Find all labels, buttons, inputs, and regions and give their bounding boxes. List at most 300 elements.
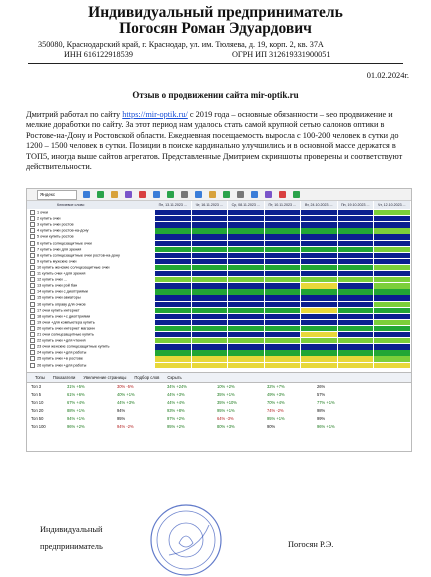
toolbar-tool-icon[interactable] xyxy=(279,191,286,198)
position-cell[interactable] xyxy=(374,320,410,325)
position-cell[interactable] xyxy=(228,241,264,246)
stat-row-label: Топ 3 xyxy=(31,384,42,389)
stat-value: 95% xyxy=(117,416,126,421)
position-cell[interactable] xyxy=(155,295,191,300)
position-cell[interactable] xyxy=(301,210,337,215)
toolbar-tool-icon[interactable] xyxy=(265,191,272,198)
position-cell[interactable] xyxy=(374,302,410,307)
position-cell[interactable] xyxy=(155,253,191,258)
row-number: 20 xyxy=(37,326,43,331)
position-cell[interactable] xyxy=(374,253,410,258)
position-cell[interactable] xyxy=(155,247,191,252)
position-cell[interactable] xyxy=(301,277,337,282)
keyword-row[interactable] xyxy=(27,320,155,326)
position-cell[interactable] xyxy=(301,241,337,246)
position-cell[interactable] xyxy=(265,344,301,349)
keyword-row[interactable] xyxy=(27,295,155,301)
position-cell[interactable] xyxy=(301,271,337,276)
position-cell[interactable] xyxy=(265,283,301,288)
position-cell[interactable] xyxy=(192,283,228,288)
row-checkbox[interactable] xyxy=(30,222,35,227)
keyword-row[interactable] xyxy=(27,356,155,362)
position-cell[interactable] xyxy=(265,326,301,331)
position-cell[interactable] xyxy=(192,344,228,349)
position-cell[interactable] xyxy=(192,326,228,331)
position-cell[interactable] xyxy=(301,259,337,264)
stat-value: 98% xyxy=(317,408,326,413)
signature-label-1: Индивидуальный xyxy=(40,525,103,534)
position-cell[interactable] xyxy=(338,259,374,264)
engine-select[interactable]: Яндекс xyxy=(37,190,77,200)
position-cell[interactable] xyxy=(374,350,410,355)
row-checkbox[interactable] xyxy=(30,271,35,276)
position-cell[interactable] xyxy=(192,314,228,319)
position-cell[interactable] xyxy=(265,216,301,221)
position-cell[interactable] xyxy=(338,253,374,258)
position-cell[interactable] xyxy=(265,253,301,258)
position-cell[interactable] xyxy=(228,338,264,343)
keyword-row[interactable] xyxy=(27,308,155,314)
position-cell[interactable] xyxy=(265,314,301,319)
position-cell[interactable] xyxy=(374,241,410,246)
row-checkbox[interactable] xyxy=(30,363,35,368)
keyword-row[interactable] xyxy=(27,326,155,332)
company-stamp xyxy=(149,503,223,577)
position-cell[interactable] xyxy=(301,350,337,355)
row-number: 7 xyxy=(37,247,41,252)
toolbar-tool-icon[interactable] xyxy=(125,191,132,198)
stat-value: 94% xyxy=(117,408,126,413)
position-cell[interactable] xyxy=(265,241,301,246)
position-cell[interactable] xyxy=(192,265,228,270)
keyword-row[interactable] xyxy=(27,344,155,350)
position-cell[interactable] xyxy=(338,265,374,270)
position-cell[interactable] xyxy=(374,277,410,282)
toolbar-tool-icon[interactable] xyxy=(293,191,300,198)
toolbar-tool-icon[interactable] xyxy=(153,191,160,198)
position-cell[interactable] xyxy=(301,314,337,319)
position-cell[interactable] xyxy=(228,302,264,307)
position-cell[interactable] xyxy=(338,271,374,276)
position-cell[interactable] xyxy=(155,332,191,337)
position-cell[interactable] xyxy=(338,295,374,300)
position-cell[interactable] xyxy=(338,289,374,294)
position-cell[interactable] xyxy=(301,289,337,294)
position-cell[interactable] xyxy=(265,320,301,325)
position-cell[interactable] xyxy=(301,308,337,313)
position-cell[interactable] xyxy=(338,350,374,355)
date-column-header[interactable]: Чт, 12.10.2023 ... xyxy=(374,201,410,209)
position-cell[interactable] xyxy=(265,289,301,294)
row-checkbox[interactable] xyxy=(30,283,35,288)
row-checkbox[interactable] xyxy=(30,259,35,264)
position-cell[interactable] xyxy=(374,363,410,368)
position-cell[interactable] xyxy=(192,356,228,361)
position-cell[interactable] xyxy=(374,332,410,337)
position-cell[interactable] xyxy=(374,228,410,233)
position-cell[interactable] xyxy=(228,283,264,288)
position-cell[interactable] xyxy=(374,283,410,288)
stat-value: 44% +3% xyxy=(117,400,135,405)
toolbar-tool-icon[interactable] xyxy=(83,191,90,198)
position-cell[interactable] xyxy=(192,295,228,300)
keyword-row[interactable] xyxy=(27,234,155,240)
row-number: 26 xyxy=(37,363,43,367)
position-cell[interactable] xyxy=(228,314,264,319)
position-cell[interactable] xyxy=(374,308,410,313)
position-cell[interactable] xyxy=(228,234,264,239)
position-cell[interactable] xyxy=(265,302,301,307)
position-cell[interactable] xyxy=(155,271,191,276)
position-cell[interactable] xyxy=(228,363,264,368)
position-cell[interactable] xyxy=(301,216,337,221)
position-cell[interactable] xyxy=(228,210,264,215)
position-cell[interactable] xyxy=(228,295,264,300)
position-cell[interactable] xyxy=(228,222,264,227)
site-link[interactable]: https://mir-optik.ru/ xyxy=(122,110,188,119)
position-cell[interactable] xyxy=(338,216,374,221)
position-cell[interactable] xyxy=(228,289,264,294)
position-cell[interactable] xyxy=(155,210,191,215)
position-cell[interactable] xyxy=(338,210,374,215)
position-cell[interactable] xyxy=(265,234,301,239)
row-number: 16 xyxy=(37,302,43,306)
row-checkbox[interactable] xyxy=(30,356,35,361)
position-cell[interactable] xyxy=(228,332,264,337)
position-cell[interactable] xyxy=(338,326,374,331)
position-cell[interactable] xyxy=(155,216,191,221)
toolbar-tool-icon[interactable] xyxy=(209,191,216,198)
position-cell[interactable] xyxy=(155,228,191,233)
stat-value: 26% xyxy=(317,384,326,389)
position-cell[interactable] xyxy=(301,332,337,337)
keyword-text: очки купить интернет xyxy=(42,308,80,313)
position-cell[interactable] xyxy=(228,228,264,233)
position-cell[interactable] xyxy=(374,295,410,300)
position-cell[interactable] xyxy=(338,338,374,343)
position-cell[interactable] xyxy=(155,259,191,264)
toolbar-tool-icon[interactable] xyxy=(111,191,118,198)
stat-value: 57% xyxy=(317,392,326,397)
row-checkbox[interactable] xyxy=(30,265,35,270)
position-cell[interactable] xyxy=(265,265,301,270)
position-cell[interactable] xyxy=(155,289,191,294)
position-cell[interactable] xyxy=(338,308,374,313)
position-cell[interactable] xyxy=(301,363,337,368)
position-cell[interactable] xyxy=(265,228,301,233)
position-cell[interactable] xyxy=(374,216,410,221)
toolbar-tool-icon[interactable] xyxy=(167,191,174,198)
keyword-text: купить очки +для зрения xyxy=(42,271,86,276)
position-cell[interactable] xyxy=(155,302,191,307)
position-cell[interactable] xyxy=(192,253,228,258)
position-cell[interactable] xyxy=(265,247,301,252)
row-checkbox[interactable] xyxy=(30,295,35,300)
position-cell[interactable] xyxy=(228,265,264,270)
position-cell[interactable] xyxy=(155,314,191,319)
row-checkbox[interactable] xyxy=(30,277,35,282)
keyword-row[interactable] xyxy=(27,247,155,253)
position-cell[interactable] xyxy=(192,308,228,313)
keyword-text: купить очки рэй бан xyxy=(42,283,78,288)
position-cell[interactable] xyxy=(374,259,410,264)
toolbar-tool-icon[interactable] xyxy=(181,191,188,198)
toolbar-tool-icon[interactable] xyxy=(237,191,244,198)
position-cell[interactable] xyxy=(338,302,374,307)
summary-tab[interactable]: Подбор слов xyxy=(134,375,160,380)
position-cell[interactable] xyxy=(192,216,228,221)
keyword-row[interactable] xyxy=(27,259,155,265)
keyword-row[interactable] xyxy=(27,350,155,356)
row-checkbox[interactable] xyxy=(30,289,35,294)
position-cell[interactable] xyxy=(265,277,301,282)
date-column-header[interactable]: Пн, 13.11.2023 ... xyxy=(155,201,191,209)
position-cell[interactable] xyxy=(338,332,374,337)
position-cell[interactable] xyxy=(338,283,374,288)
position-cell[interactable] xyxy=(155,356,191,361)
row-checkbox[interactable] xyxy=(30,326,35,331)
position-cell[interactable] xyxy=(301,234,337,239)
row-checkbox[interactable] xyxy=(30,314,35,319)
position-cell[interactable] xyxy=(228,247,264,252)
keyword-row[interactable] xyxy=(27,277,155,283)
position-cell[interactable] xyxy=(265,259,301,264)
date-column-header[interactable]: Вт, 24.10.2023 ... xyxy=(301,201,337,209)
stat-value: 96% +2% xyxy=(67,424,85,429)
position-cell[interactable] xyxy=(155,283,191,288)
position-cell[interactable] xyxy=(192,350,228,355)
position-cell[interactable] xyxy=(155,265,191,270)
stat-value: 77% +1% xyxy=(317,400,335,405)
position-cell[interactable] xyxy=(374,234,410,239)
row-checkbox[interactable] xyxy=(30,228,35,233)
position-cell[interactable] xyxy=(301,228,337,233)
row-number: 14 xyxy=(37,289,43,294)
summary-tab[interactable]: Увеличение страницы xyxy=(83,375,127,380)
toolbar-tool-icon[interactable] xyxy=(223,191,230,198)
position-cell[interactable] xyxy=(301,344,337,349)
row-checkbox[interactable] xyxy=(30,247,35,252)
position-cell[interactable] xyxy=(301,326,337,331)
position-cell[interactable] xyxy=(265,308,301,313)
position-cell[interactable] xyxy=(374,247,410,252)
position-cell[interactable] xyxy=(228,253,264,258)
keyword-row[interactable] xyxy=(27,338,155,344)
keyword-text: купить очки ростов xyxy=(40,222,74,227)
header-ogrn: ОГРН ИП 312619331900051 xyxy=(232,50,331,59)
keyword-text: купить очки интернет магазин xyxy=(42,326,95,331)
position-cell[interactable] xyxy=(228,356,264,361)
position-cell[interactable] xyxy=(228,259,264,264)
position-cell[interactable] xyxy=(228,326,264,331)
position-cell[interactable] xyxy=(338,277,374,282)
position-cell[interactable] xyxy=(265,350,301,355)
row-checkbox[interactable] xyxy=(30,308,35,313)
position-cell[interactable] xyxy=(228,344,264,349)
toolbar-tool-icon[interactable] xyxy=(139,191,146,198)
position-cell[interactable] xyxy=(301,302,337,307)
row-checkbox[interactable] xyxy=(30,338,35,343)
date-column-header[interactable]: Пт, 10.11.2023 ... xyxy=(265,201,301,209)
position-cell[interactable] xyxy=(228,271,264,276)
position-cell[interactable] xyxy=(192,247,228,252)
position-cell[interactable] xyxy=(192,363,228,368)
summary-tab[interactable]: Топы xyxy=(35,375,45,380)
position-cell[interactable] xyxy=(265,356,301,361)
date-column-header[interactable]: Ср, 08.11.2023 ... xyxy=(228,201,264,209)
keyword-row[interactable] xyxy=(27,228,155,234)
row-checkbox[interactable] xyxy=(30,302,35,307)
position-cell[interactable] xyxy=(374,356,410,361)
position-cell[interactable] xyxy=(338,363,374,368)
position-cell[interactable] xyxy=(155,308,191,313)
date-column-header[interactable]: Пн, 19.10.2023 ... xyxy=(338,201,374,209)
position-cell[interactable] xyxy=(155,277,191,282)
row-checkbox[interactable] xyxy=(30,234,35,239)
position-cell[interactable] xyxy=(228,350,264,355)
position-cell[interactable] xyxy=(374,271,410,276)
position-cell[interactable] xyxy=(301,247,337,252)
position-cell[interactable] xyxy=(301,338,337,343)
row-checkbox[interactable] xyxy=(30,253,35,258)
keyword-row[interactable] xyxy=(27,222,155,228)
position-cell[interactable] xyxy=(338,320,374,325)
keyword-row[interactable] xyxy=(27,265,155,271)
row-number: 13 xyxy=(37,283,43,288)
keyword-text: купить очки авиаторы xyxy=(42,295,81,300)
keyword-row[interactable] xyxy=(27,253,155,259)
position-cell[interactable] xyxy=(374,210,410,215)
position-cell[interactable] xyxy=(192,241,228,246)
position-cell[interactable] xyxy=(228,320,264,325)
position-cell[interactable] xyxy=(192,222,228,227)
keyword-row[interactable] xyxy=(27,363,155,369)
position-cell[interactable] xyxy=(155,320,191,325)
position-cell[interactable] xyxy=(374,338,410,343)
position-cell[interactable] xyxy=(301,253,337,258)
stat-row-label: Топ 50 xyxy=(31,416,44,421)
position-cell[interactable] xyxy=(265,363,301,368)
position-cell[interactable] xyxy=(155,350,191,355)
row-checkbox[interactable] xyxy=(30,241,35,246)
stat-value: 70% +4% xyxy=(267,400,285,405)
position-cell[interactable] xyxy=(374,289,410,294)
toolbar-tool-icon[interactable] xyxy=(97,191,104,198)
position-cell[interactable] xyxy=(338,344,374,349)
position-cell[interactable] xyxy=(374,265,410,270)
row-checkbox[interactable] xyxy=(30,216,35,221)
position-cell[interactable] xyxy=(265,295,301,300)
position-cell[interactable] xyxy=(301,283,337,288)
position-cell[interactable] xyxy=(155,344,191,349)
keyword-row[interactable] xyxy=(27,332,155,338)
position-cell[interactable] xyxy=(155,241,191,246)
row-checkbox[interactable] xyxy=(30,320,35,325)
position-cell[interactable] xyxy=(192,332,228,337)
position-cell[interactable] xyxy=(338,314,374,319)
stat-value: 90% xyxy=(267,424,276,429)
position-cell[interactable] xyxy=(338,222,374,227)
position-cell[interactable] xyxy=(192,338,228,343)
row-checkbox[interactable] xyxy=(30,332,35,337)
row-number: 10 xyxy=(37,265,43,270)
stat-value: 35% +1% xyxy=(217,392,235,397)
position-cell[interactable] xyxy=(301,222,337,227)
position-cell[interactable] xyxy=(192,277,228,282)
stat-value: 31% +5% xyxy=(67,384,85,389)
toolbar-tool-icon[interactable] xyxy=(251,191,258,198)
keyword-text: купить очки +для чтения xyxy=(42,338,86,343)
keyword-row[interactable] xyxy=(27,283,155,289)
position-cell[interactable] xyxy=(338,234,374,239)
position-cell[interactable] xyxy=(155,326,191,331)
toolbar-tool-icon[interactable] xyxy=(195,191,202,198)
position-cell[interactable] xyxy=(192,210,228,215)
position-cell[interactable] xyxy=(301,356,337,361)
position-cell[interactable] xyxy=(338,356,374,361)
position-cell[interactable] xyxy=(228,277,264,282)
position-cell[interactable] xyxy=(155,222,191,227)
position-cell[interactable] xyxy=(338,247,374,252)
row-number: 2 xyxy=(37,216,41,221)
position-cell[interactable] xyxy=(265,222,301,227)
position-cell[interactable] xyxy=(374,222,410,227)
position-cell[interactable] xyxy=(374,326,410,331)
position-cell[interactable] xyxy=(192,271,228,276)
position-cell[interactable] xyxy=(228,308,264,313)
position-cell[interactable] xyxy=(265,332,301,337)
date-column-header[interactable]: Чт, 16.11.2023 ... xyxy=(192,201,228,209)
position-cell[interactable] xyxy=(192,228,228,233)
summary-tab[interactable]: Показатели xyxy=(52,375,76,380)
row-number: 5 xyxy=(37,234,41,239)
stat-value: 61% +6% xyxy=(67,392,85,397)
position-cell[interactable] xyxy=(192,234,228,239)
position-cell[interactable] xyxy=(265,338,301,343)
keyword-row[interactable] xyxy=(27,216,155,222)
position-cell[interactable] xyxy=(192,320,228,325)
keyword-row[interactable] xyxy=(27,271,155,277)
summary-tab[interactable]: Скрыть xyxy=(167,375,182,380)
keyword-row[interactable] xyxy=(27,314,155,320)
keyword-row[interactable] xyxy=(27,210,155,216)
position-cell[interactable] xyxy=(265,210,301,215)
position-cell[interactable] xyxy=(338,228,374,233)
position-cell[interactable] xyxy=(192,302,228,307)
position-cell[interactable] xyxy=(338,241,374,246)
position-cell[interactable] xyxy=(192,289,228,294)
position-cell[interactable] xyxy=(374,344,410,349)
position-cell[interactable] xyxy=(155,338,191,343)
position-cell[interactable] xyxy=(301,265,337,270)
keyword-row[interactable] xyxy=(27,289,155,295)
row-number: 21 xyxy=(37,332,43,337)
row-checkbox[interactable] xyxy=(30,344,35,349)
position-cell[interactable] xyxy=(228,216,264,221)
position-cell[interactable] xyxy=(301,320,337,325)
position-cell[interactable] xyxy=(155,363,191,368)
review-title: Отзыв о продвижении сайта mir-optik.ru xyxy=(132,90,299,100)
keyword-row[interactable] xyxy=(27,302,155,308)
position-cell[interactable] xyxy=(301,295,337,300)
row-checkbox[interactable] xyxy=(30,350,35,355)
row-checkbox[interactable] xyxy=(30,210,35,215)
position-cell[interactable] xyxy=(192,259,228,264)
keyword-row[interactable] xyxy=(27,241,155,247)
position-cell[interactable] xyxy=(155,234,191,239)
position-cell[interactable] xyxy=(374,314,410,319)
position-cell[interactable] xyxy=(265,271,301,276)
